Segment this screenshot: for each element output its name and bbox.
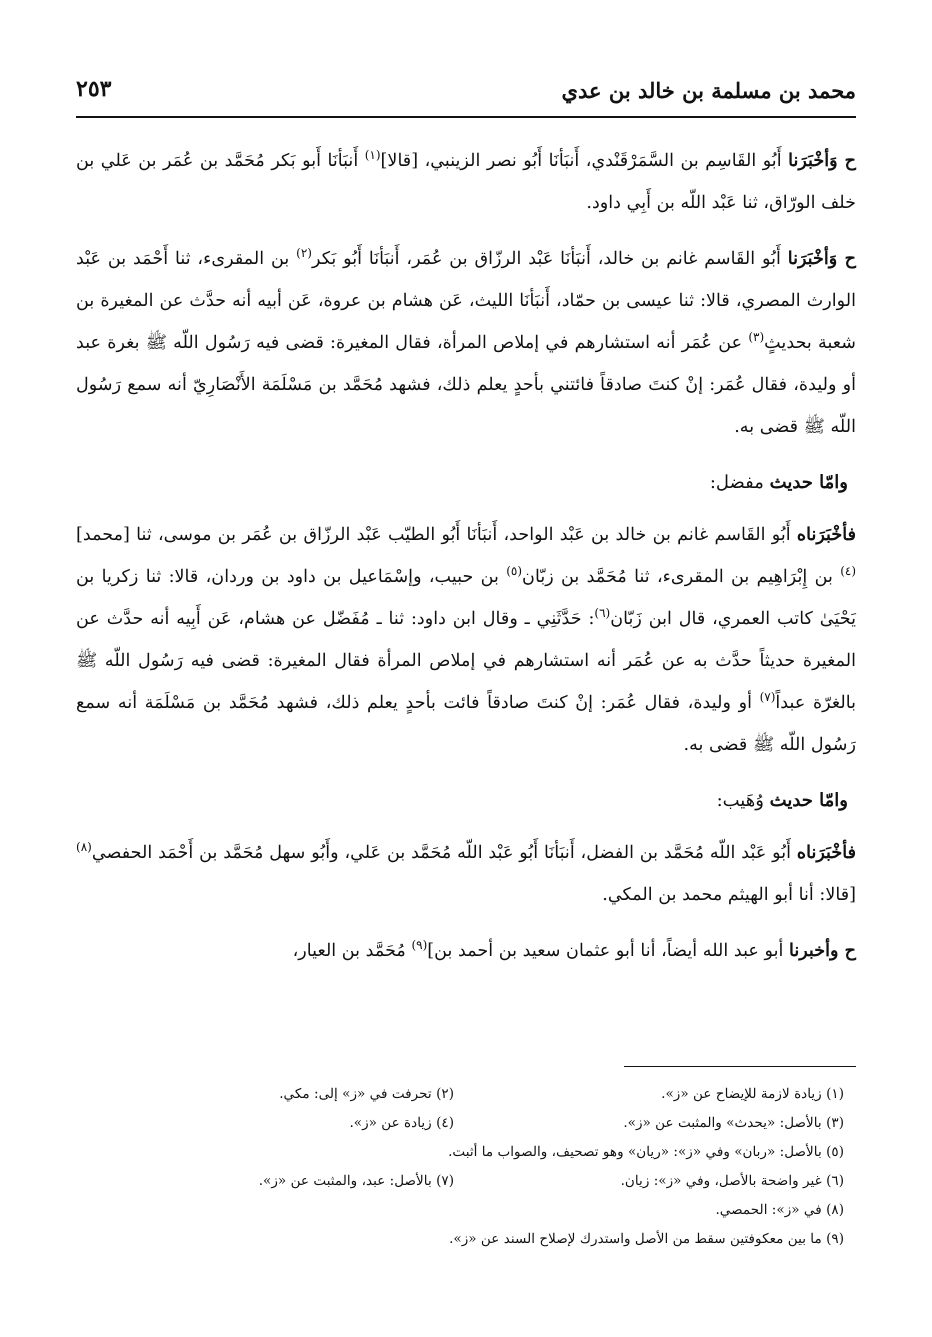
footnote-ref[interactable]: (٧) (759, 690, 776, 705)
paragraph-text: بن حبيب، وإسْمَاعيل بن داود بن وردان، قالا: ثنا زكريا بن يَحْيَىٰ كاتب العمري، قال ابن زَبّان (76, 567, 856, 629)
paragraph-lead: فأخْبَرَناه (796, 524, 856, 545)
running-title: محمد بن مسلمة بن خالد بن عدي (561, 78, 856, 103)
paragraph-text: بن المقرىء، ثنا أَحْمَد بن عَبْد الوارث المصري، قالا: ثنا عيسى بن حمّاد، أَنبَأنَا الليث، عَن هشام بن عروة، عَن أبيه أنه حدَّث عن المغيرة بن شعبة بحديثٍ (76, 249, 856, 353)
footnote-number: (٥) (826, 1144, 844, 1160)
paragraph-lead: فأخْبَرَناه (796, 842, 856, 863)
footnote-item (76, 1196, 856, 1225)
paragraph-text: أبو عبد الله أيضاً، أنا أبو عثمان سعيد بن أحمد بن] (427, 941, 789, 961)
paragraph-lead: ح وَأخْبَرَنا (788, 150, 856, 171)
footnote-number: (٢) (436, 1086, 454, 1102)
footnote-item (466, 1080, 856, 1109)
footnote-text: في «ز»: الحمصي. (715, 1202, 822, 1218)
footnote-row (76, 1167, 856, 1196)
section-heading-1 (76, 462, 848, 504)
footnote-item (76, 1225, 856, 1254)
page-header (76, 70, 856, 108)
paragraph-text: أَبُو عَبْد اللّه مُحَمَّد بن الفضل، أَنبَأنَا أَبُو عَبْد اللّه مُحَمَّد بن عَلي، وأَبُو سهل مُحَمَّد بن أَحْمَد الحفصي (91, 843, 797, 863)
paragraph-text: أو وليدة، فقال عُمَر: إنْ كنتَ صادقاً فائت بأحدٍ يعلم ذلك، فشهد مُحَمَّد بن مَسْلَمَة أنه سمع رَسُول اللّه ﷺ قضى به. (76, 693, 856, 755)
footnote-separator (624, 1066, 856, 1067)
header-rule (76, 116, 856, 118)
section-heading-bold: وامّا حديث (769, 790, 848, 811)
footnote-item (466, 1109, 856, 1138)
paragraph-1 (76, 140, 856, 224)
footnote-row (76, 1138, 856, 1167)
footnote-item (466, 1167, 856, 1196)
paragraph-text: أَبُو القَاسم غانم بن خالد بن عَبْد الواحد، أَنبَأنَا أَبُو الطيّب عَبْد الرزّاق بن عُمَر بن موسى، ثنا [محمد] (76, 525, 797, 545)
paragraph-text: عن عُمَر أنه استشارهم في إملاص المرأة، فقال المغيرة: قضى فيه رَسُول اللّه ﷺ بغرة عبد أو وليدة، فقال عُمَر: إنْ كنتَ صادقاً فائتني بأحدٍ يعلم ذلك، فشهد مُحَمَّد بن مَسْلَمَة الأَنْصَارِيّ أنه سمع رَسُول اللّه ﷺ قضى به. (76, 333, 856, 437)
paragraph-text: أَبُو القَاسِم بن السَّمَرْقَنْدي، أَنبَأنَا أَبُو نصر الزينبي، [قالا] (380, 151, 789, 171)
paragraph-lead: ح وأخبرنا (788, 940, 856, 961)
paragraph-lead: ح وَأخْبَرَنا (787, 248, 856, 269)
footnote-ref[interactable]: (٥) (506, 564, 523, 579)
footnote-row (76, 1225, 856, 1254)
footnote-text: بالأصل: «يحدث» والمثبت عن «ز». (623, 1115, 822, 1131)
footnote-ref[interactable]: (٩) (411, 938, 428, 953)
footnote-text: بالأصل: «ربان» وفي «ز»: «ريان» وهو تصحيف، والصواب ما أثبت. (448, 1144, 822, 1160)
section-heading-text: وُهَيب: (716, 790, 770, 811)
section-heading-text: مفضل: (709, 472, 770, 493)
footnote-number: (٣) (826, 1115, 844, 1131)
page-number: ٢٥٣ (76, 76, 112, 102)
footnote-item (76, 1080, 466, 1109)
footnote-number: (١) (826, 1086, 844, 1102)
footnote-row (76, 1080, 856, 1109)
paragraph-text: مُحَمَّد بن العيار، (292, 941, 412, 961)
paragraph-3 (76, 514, 856, 766)
footnote-text: زيادة لازمة للإيضاح عن «ز». (661, 1086, 822, 1102)
footnote-number: (٤) (436, 1115, 454, 1131)
footnote-ref[interactable]: (٦) (594, 606, 611, 621)
paragraph-text: أَبُو القَاسم غانم بن خالد، أَنبَأنَا عَبْد الرزّاق بن عُمَر، أَنبَأنَا أَبُو بَكر (311, 249, 788, 269)
footnote-number: (٨) (826, 1202, 844, 1218)
footnote-ref[interactable]: (٣) (748, 330, 765, 345)
paragraph-4 (76, 832, 856, 916)
footnote-item (76, 1109, 466, 1138)
footnote-text: غير واضحة بالأصل، وفي «ز»: زيان. (620, 1173, 822, 1189)
footnote-row (76, 1109, 856, 1138)
main-text (76, 140, 856, 986)
footnote-ref[interactable]: (٤) (840, 564, 857, 579)
paragraph-text: أَنبَأنَا أَبو بَكر مُحَمَّد بن عُمَر بن عَلي بن خلف الورّاق، ثنا عَبْد اللّه بن أَبِي داود. (76, 151, 856, 213)
paragraph-5 (76, 930, 856, 972)
footnote-ref[interactable]: (١) (364, 148, 381, 163)
footnote-text: ما بين معكوفتين سقط من الأصل واستدرك لإصلاح السند عن «ز». (449, 1231, 822, 1247)
footnote-text: زيادة عن «ز». (349, 1115, 432, 1131)
section-heading-2 (76, 780, 848, 822)
footnote-number: (٩) (826, 1231, 844, 1247)
footnote-number: (٦) (826, 1173, 844, 1189)
paragraph-2 (76, 238, 856, 448)
footnote-item (76, 1167, 466, 1196)
footnote-text: بالأصل: عبد، والمثبت عن «ز». (258, 1173, 432, 1189)
footnote-ref[interactable]: (٢) (296, 246, 312, 261)
footnote-ref[interactable]: (٨) (76, 840, 92, 855)
footnote-row (76, 1196, 856, 1225)
footnote-number: (٧) (436, 1173, 454, 1189)
footnote-text: تحرفت في «ز» إلى: مكي. (279, 1086, 432, 1102)
paragraph-text: بن إِبْرَاهِيم بن المقرىء، ثنا مُحَمَّد بن زبّان (522, 567, 841, 587)
footnotes (76, 1080, 856, 1254)
paragraph-text: : حَدَّثَنِي ـ وقال ابن داود: ثنا ـ مُفَضّل عن هشام، عَن أَبِيه أنه حدَّث عن المغيرة حديثاً حدَّث به عن عُمَر أنه استشارهم في إملاص المرأة فقال المغيرة: قضى فيه رَسُول اللّه ﷺ بالغرّة عبداً (76, 609, 856, 713)
section-heading-bold: وامّا حديث (769, 472, 848, 493)
paragraph-text: [قالا: أنا أبو الهيثم محمد بن المكي. (602, 885, 856, 905)
footnote-item (76, 1138, 856, 1167)
